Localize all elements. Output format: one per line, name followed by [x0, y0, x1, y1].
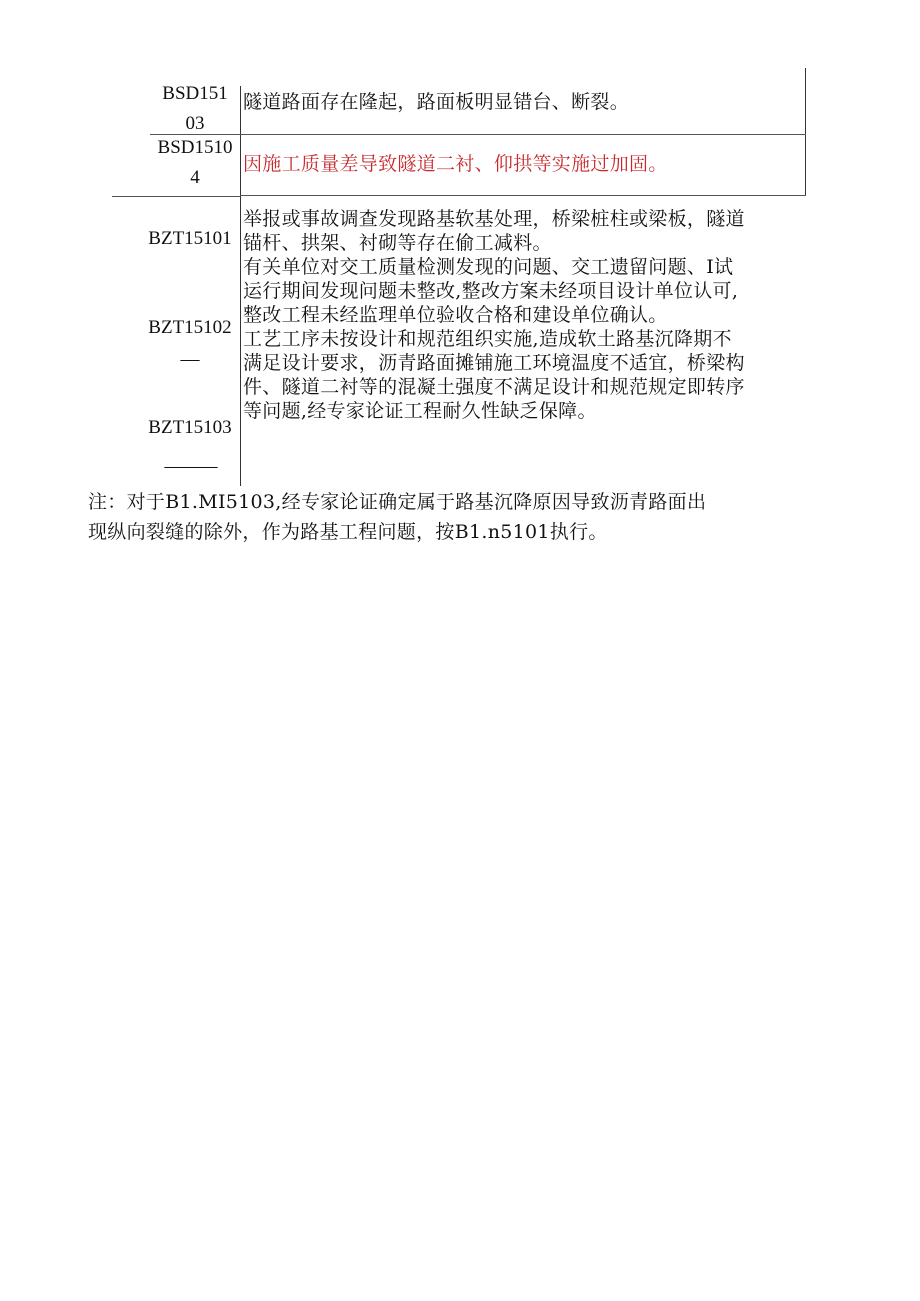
footnote — [88, 487, 808, 547]
table-b-column-divider — [240, 196, 241, 486]
table-b-desc-line-5: 整改工程未经监理单位验收合格和建设单位确认。 — [243, 304, 668, 326]
table-b-desc-line-8: 件、隧道二衬等的混凝土强度不满足设计和规范规定即转序 — [243, 376, 745, 398]
table-b-desc-line-2: 锚杆、拱架、衬砌等存在偷工减料。 — [243, 232, 552, 254]
footnote-line-2: 现纵向裂缝的除外，作为路基工程问题，按B1.n5101执行。 — [88, 521, 608, 543]
table-b-code-dash-2: ——— — [164, 456, 216, 477]
table-a-row-1-code: BSD151 03 — [162, 83, 228, 134]
table-b-desc-line-9: 等问题,经专家论证工程耐久性缺乏保障。 — [243, 400, 597, 422]
table-b-desc-line-7: 满足设计要求，沥青路面摊铺施工环境温度不适宜，桥梁构 — [243, 352, 745, 374]
table-b-desc-line-3: 有关单位对交工质量检测发现的问题、交工遗留问题、I试 — [243, 256, 734, 278]
table-a-row-2-code: BSD1510 4 — [157, 137, 233, 188]
footnote-line-1: 注：对于B1.MI5103,经专家论证确定属于路基沉降原因导致沥青路面出 — [88, 491, 707, 513]
table-a-row-2-desc: 因施工质量差导致隧道二衬、仰拱等实施过加固。 — [243, 153, 668, 175]
table-b-code-2: BZT15102 — [148, 317, 232, 338]
table-a-row-divider — [150, 134, 806, 135]
table-b-code-1: BZT15101 — [148, 228, 232, 249]
table-b-desc — [243, 207, 813, 423]
table-a-row-1-desc: 隧道路面存在隆起，路面板明显错台、断裂。 — [243, 91, 630, 113]
table-b-desc-line-6: 工艺工序未按设计和规范组织实施,造成软土路基沉降期不 — [243, 328, 732, 350]
table-b-code-dash-1: — — [180, 349, 200, 370]
table-b-desc-line-1: 举报或事故调查发现路基软基处理，桥梁桩柱或梁板，隧道 — [243, 208, 745, 230]
table-a-column-divider — [240, 86, 241, 196]
table-b-code-3: BZT15103 — [148, 417, 232, 438]
table-a-right-border — [805, 68, 806, 196]
table-b-desc-line-4: 运行期间发现问题未整改,整改方案未经项目设计单位认可, — [243, 280, 739, 302]
table-b-top-border — [112, 196, 240, 197]
table-a-bottom-border — [240, 195, 806, 196]
